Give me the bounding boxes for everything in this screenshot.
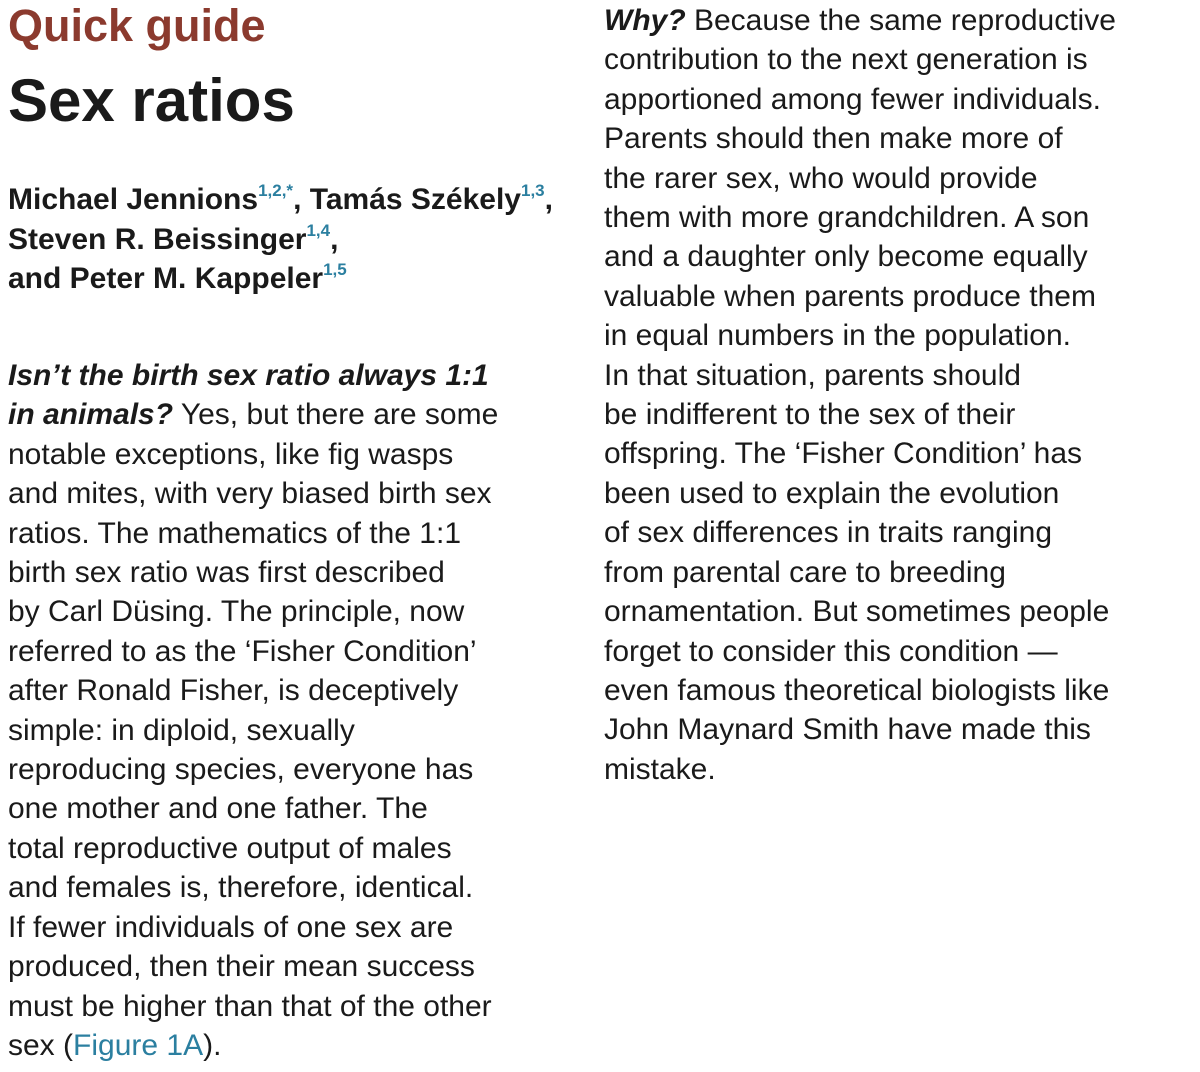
author-separator: , <box>293 183 310 216</box>
author-name: Tamás Székely <box>309 183 521 216</box>
text-line: apportioned among fewer individuals. <box>604 82 1101 116</box>
author-name: Steven R. Beissinger <box>8 222 307 256</box>
right-column-text <box>604 1 1116 789</box>
text-line: the rarer sex, who would provide <box>604 161 1038 195</box>
text-line: produced, then their mean success <box>8 950 475 984</box>
text-line: in equal numbers in the population. <box>604 319 1071 353</box>
author-affiliation[interactable]: 1,3 <box>520 181 545 200</box>
text-line: simple: in diploid, sexually <box>8 713 355 747</box>
text-line <box>8 356 498 395</box>
figure-link[interactable]: Figure 1A <box>73 1028 204 1062</box>
text-line: and a daughter only become equally <box>604 240 1088 274</box>
text-line: one mother and one father. The <box>8 792 428 826</box>
text-line: forget to consider this condition — <box>604 634 1058 668</box>
text-line: Parents should then make more of <box>604 122 1063 156</box>
text-line: notable exceptions, like fig wasps <box>8 437 454 471</box>
author-separator: , <box>330 222 339 256</box>
text-line: referred to as the ‘Fisher Condition’ <box>8 634 477 668</box>
author-list <box>8 180 608 299</box>
text-line: been used to explain the evolution <box>604 476 1060 510</box>
author-line <box>8 180 608 220</box>
section-kicker: Quick guide <box>8 0 266 51</box>
body-text: Because the same reproductive <box>685 4 1116 37</box>
text-line: them with more grandchildren. A son <box>604 201 1090 235</box>
text-line: John Maynard Smith have made this <box>604 713 1091 747</box>
text-line: offspring. The ‘Fisher Condition’ has <box>604 437 1083 471</box>
text-line: must be higher than that of the other <box>8 989 492 1023</box>
text-line: be indifferent to the sex of their <box>604 398 1016 432</box>
text-line: total reproductive output of males <box>8 831 452 865</box>
author-affiliation[interactable]: 1,4 <box>306 220 331 240</box>
text-line: even famous theoretical biologists like <box>604 673 1110 707</box>
body-text: sex ( <box>8 1028 74 1062</box>
author-affiliation[interactable]: 1,5 <box>323 260 347 279</box>
text-line <box>604 1 1116 40</box>
text-line: by Carl Düsing. The principle, now <box>8 595 465 629</box>
author-name: Michael Jennions <box>8 183 259 216</box>
text-line: valuable when parents produce them <box>604 279 1096 313</box>
question-heading: Isn’t the birth sex ratio always 1:1 <box>8 359 489 392</box>
text-line: and females is, therefore, identical. <box>8 871 474 905</box>
author-separator: , <box>544 183 553 216</box>
text-line: ornamentation. But sometimes people <box>604 595 1110 629</box>
text-line: and mites, with very biased birth sex <box>8 477 492 511</box>
text-line: ratios. The mathematics of the 1:1 <box>8 516 462 550</box>
author-line <box>8 259 608 299</box>
text-line: In that situation, parents should <box>604 358 1021 392</box>
text-line: reproducing species, everyone has <box>8 753 474 787</box>
text-line <box>8 1026 498 1065</box>
text-line: after Ronald Fisher, is deceptively <box>8 674 459 708</box>
body-text: Yes, but there are some <box>173 398 499 432</box>
question-heading: Why? <box>604 4 686 37</box>
text-line: from parental care to breeding <box>604 555 1006 589</box>
author-affiliation[interactable]: 1,2,* <box>258 181 294 200</box>
author-line <box>8 220 608 260</box>
text-line: of sex differences in traits ranging <box>604 516 1053 550</box>
text-line: birth sex ratio was first described <box>8 556 445 590</box>
text-line: mistake. <box>604 752 716 786</box>
body-text: ). <box>203 1028 222 1062</box>
text-line <box>8 395 498 434</box>
text-line: contribution to the next generation is <box>604 43 1088 77</box>
left-column-text <box>8 356 498 1065</box>
text-line: If fewer individuals of one sex are <box>8 910 454 944</box>
article-title: Sex ratios <box>8 67 295 134</box>
author-name: and Peter M. Kappeler <box>8 262 324 295</box>
question-heading: in animals? <box>8 398 174 432</box>
